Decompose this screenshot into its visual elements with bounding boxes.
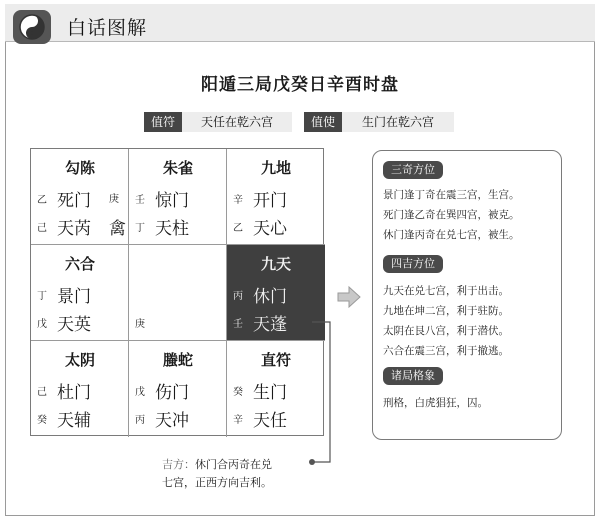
door-row [129,377,227,401]
siji-badge: 四吉方位 [383,255,443,273]
sanqi-line: 景门逢丁奇在震三宫，生宫。 [383,189,520,201]
door-row [227,281,325,305]
earth-stem: 庚 [135,319,145,330]
door-row [31,377,129,401]
palace-god: 螣蛇 [162,351,193,369]
star-row [129,405,227,429]
star-row [129,309,227,333]
analysis-panel [372,150,562,440]
heaven-stem: 丁 [37,291,47,302]
door-value: 惊门 [155,191,189,211]
siji-line: 六合在震三宫，利于撤逃。 [383,345,509,357]
door-value: 杜门 [57,383,91,403]
star-row [31,309,129,333]
palace-god: 太阴 [64,351,95,369]
siji-line: 九地在坤二宫，利于驻防。 [383,305,509,317]
palace-cell [31,245,129,341]
header-bar [5,4,595,42]
star-row [227,213,325,237]
palace-god: 朱雀 [162,159,193,177]
header-title: 白话图解 [67,17,148,39]
heaven-stem: 丙 [233,291,243,302]
earth-stem: 丙 [135,415,145,426]
chart-title: 阳遁三局戊癸日辛酉时盘 [201,75,399,95]
earth-stem: 乙 [233,223,243,234]
sanqi-badge: 三奇方位 [383,161,443,179]
palace-god: 直符 [260,351,291,369]
star-value: 天冲 [155,411,189,431]
earth-stem: 辛 [233,415,243,426]
star-value: 天柱 [155,219,189,239]
earth-stem: 丁 [135,223,145,234]
palace-grid [30,148,324,436]
star-row [129,213,227,237]
sanqi-line: 死门逢乙奇在巽四宫，被克。 [383,209,520,221]
note-label: 吉方： [162,458,195,471]
extra-stem: 庚 [109,194,119,205]
geju-line: 刑格，白虎猖狂，囚。 [383,397,488,409]
earth-stem: 己 [37,223,47,234]
palace-god: 勾陈 [64,159,95,177]
heaven-stem: 癸 [233,387,243,398]
palace-cell [227,149,325,245]
heaven-stem: 辛 [233,195,243,206]
palace-cell [129,149,227,245]
note-text-2: 七宫，正西方向吉利。 [162,476,272,489]
star-row [31,405,129,429]
palace-cell [31,149,129,245]
door-value: 景门 [57,287,91,307]
heaven-stem: 壬 [135,195,145,206]
star-value: 天心 [253,219,287,239]
heaven-stem: 乙 [37,195,47,206]
palace-god: 六合 [64,255,95,273]
door-value: 休门 [253,287,287,307]
heaven-stem: 戊 [135,387,145,398]
palace-god: 九天 [260,255,291,273]
door-row [31,281,129,305]
star-row [31,213,129,237]
door-row [129,185,227,209]
door-row [227,185,325,209]
zhifu-label: 值符 [144,112,182,132]
door-value: 生门 [253,383,287,403]
connector-line [300,318,340,468]
star-value: 天英 [57,315,91,335]
door-value: 开门 [253,191,287,211]
star-value: 天辅 [57,411,91,431]
palace-god: 九地 [260,159,291,177]
extra-star: 禽 [109,219,126,239]
siji-line: 太阴在艮八宫，利于潜伏。 [383,325,509,337]
star-value: 天芮 [57,219,91,239]
siji-line: 九天在兑七宫，利于出击。 [383,285,509,297]
palace-cell [31,341,129,437]
geju-badge: 诸局格象 [383,367,443,385]
door-row [31,185,129,209]
earth-stem: 壬 [233,319,243,330]
door-value: 死门 [57,191,91,211]
heaven-stem: 己 [37,387,47,398]
door-value: 伤门 [155,383,189,403]
earth-stem: 癸 [37,415,47,426]
earth-stem: 戊 [37,319,47,330]
zhifu-value: 天任在乾六宫 [182,112,292,132]
sanqi-line: 休门逢丙奇在兑七宫，被生。 [383,229,520,241]
zhishi-value: 生门在乾六宫 [342,112,454,132]
star-value: 天蓬 [253,315,287,335]
taiji-badge-icon [13,10,51,44]
zhishi-label: 值使 [304,112,342,132]
note-text-1: 休门合丙奇在兑 [195,458,272,471]
palace-cell [129,341,227,437]
note-line-1 [162,456,272,472]
palace-cell-center [129,245,227,341]
arrow-right-icon [336,284,362,310]
star-value: 天任 [253,411,287,431]
